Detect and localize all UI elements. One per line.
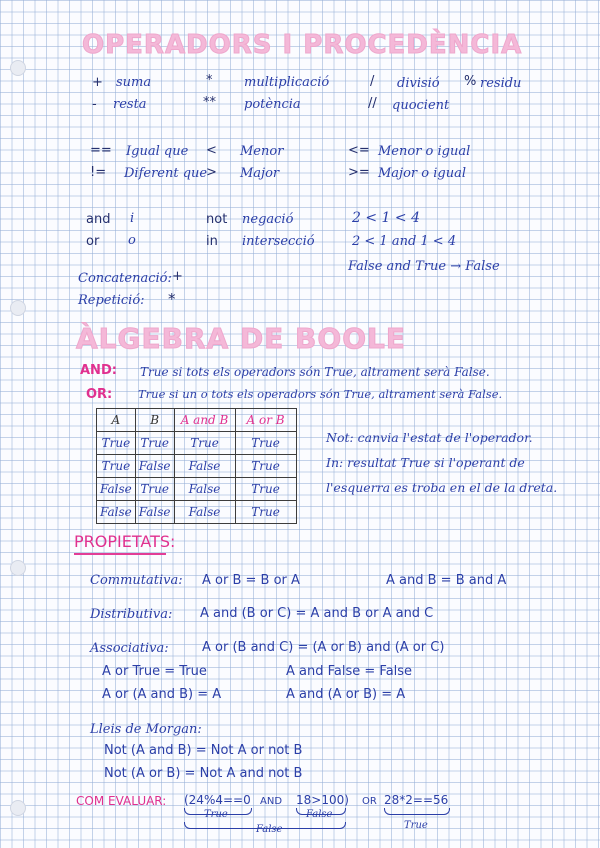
op-symbol: and — [86, 212, 111, 227]
property-label: Distributiva: — [90, 607, 173, 622]
property-formula: A or (B and C) = (A or B) and (A or C) — [202, 640, 445, 655]
op-symbol: + — [92, 75, 103, 90]
table-cell: True — [235, 478, 296, 501]
table-cell: False — [97, 478, 136, 501]
table-cell: True — [135, 478, 174, 501]
op-symbol: == — [90, 143, 112, 158]
table-cell: True — [235, 501, 296, 524]
op-label: i — [130, 211, 135, 226]
op-symbol: <= — [348, 143, 370, 158]
op-label: residu — [480, 76, 522, 91]
table-row — [97, 501, 297, 524]
not-note-line: Not: canvia l'estat de l'operador. — [326, 430, 533, 445]
repeat-symbol: * — [168, 290, 176, 308]
logic-example: 2 < 1 and 1 < 4 — [352, 234, 457, 249]
table-header: B — [135, 409, 174, 432]
section-title-properties: PROPIETATS: — [74, 532, 176, 551]
result-brace — [384, 808, 450, 815]
op-label: intersecció — [242, 234, 315, 249]
not-note-line: l'esquerra es troba en el de la dreta. — [326, 480, 558, 495]
binder-hole — [10, 60, 26, 76]
logic-example: False and True → False — [348, 259, 500, 274]
table-cell: False — [174, 455, 235, 478]
op-label: Menor o igual — [378, 144, 471, 159]
property-label: Commutativa: — [90, 573, 183, 588]
op-symbol: * — [206, 73, 213, 88]
op-symbol: - — [92, 97, 97, 112]
op-symbol: ** — [203, 95, 216, 110]
morgan-law: Not (A and B) = Not A or not B — [104, 743, 303, 758]
op-symbol: not — [206, 212, 228, 227]
op-symbol: % — [464, 74, 477, 89]
table-row — [97, 478, 297, 501]
op-label: Major o igual — [378, 166, 466, 181]
title-underline — [74, 553, 166, 555]
property-example: A or (A and B) = A — [102, 687, 222, 702]
section-title-operators: OPERADORS I PROCEDÈNCIA — [82, 30, 523, 60]
or-definition: True si un o tots els operadors són True, altrament serà False. — [138, 387, 503, 401]
op-symbol: != — [90, 165, 107, 180]
table-cell: False — [135, 455, 174, 478]
op-label: resta — [113, 97, 147, 112]
section-title-boole: ÀLGEBRA DE BOOLE — [76, 322, 406, 355]
table-cell: True — [235, 455, 296, 478]
property-formula: A and B = B and A — [386, 573, 507, 588]
table-cell: True — [135, 432, 174, 455]
morgan-label: Lleis de Morgan: — [90, 722, 202, 737]
table-cell: False — [97, 501, 136, 524]
table-row — [97, 455, 297, 478]
table-cell: False — [135, 501, 174, 524]
evaluate-operator: OR — [362, 796, 377, 807]
repeat-label: Repetició: — [78, 293, 145, 308]
property-label: Associativa: — [90, 641, 169, 656]
table-cell: True — [97, 455, 136, 478]
logic-example: 2 < 1 < 4 — [352, 210, 420, 226]
op-symbol: >= — [348, 165, 370, 180]
binder-hole — [10, 800, 26, 816]
property-example: A and False = False — [286, 664, 413, 679]
table-cell: False — [174, 501, 235, 524]
op-label: divisió — [397, 76, 440, 91]
table-cell: False — [174, 478, 235, 501]
evaluate-label: COM EVALUAR: — [76, 794, 167, 808]
property-example: A or True = True — [102, 664, 207, 679]
and-definition: True si tots els operadors són True, altrament serà False. — [140, 365, 490, 379]
table-header: A or B — [235, 409, 296, 432]
evaluate-result: False — [256, 824, 283, 835]
property-formula: A or B = B or A — [202, 573, 300, 588]
table-cell: True — [235, 432, 296, 455]
op-label: Diferent que — [124, 166, 208, 181]
op-label: negació — [242, 212, 294, 227]
evaluate-result: True — [204, 809, 228, 820]
table-cell: True — [97, 432, 136, 455]
not-note-line: In: resultat True si l'operant de — [326, 455, 525, 470]
property-formula: A and (B or C) = A and B or A and C — [200, 606, 434, 621]
op-label: o — [128, 233, 136, 248]
truth-table — [96, 408, 297, 524]
evaluate-expr: 28*2==56 — [384, 793, 449, 807]
evaluate-expr: 18>100) — [296, 793, 349, 807]
op-label: suma — [116, 75, 152, 90]
op-label: Igual que — [126, 144, 189, 159]
evaluate-result: True — [404, 820, 428, 831]
op-label: quocient — [392, 98, 450, 113]
op-symbol: // — [368, 96, 377, 111]
binder-hole — [10, 560, 26, 576]
op-symbol: < — [206, 143, 217, 158]
evaluate-operator: AND — [260, 796, 283, 807]
evaluate-result: False — [306, 809, 333, 820]
property-example: A and (A or B) = A — [286, 687, 406, 702]
op-symbol: in — [206, 234, 218, 249]
concat-symbol: + — [172, 269, 183, 284]
op-label: potència — [244, 97, 301, 112]
op-symbol: > — [206, 165, 217, 180]
binder-hole — [10, 300, 26, 316]
op-symbol: or — [86, 234, 100, 249]
op-label: Menor — [240, 144, 284, 159]
evaluate-expr: (24%4==0 — [184, 793, 251, 807]
and-key: AND: — [80, 363, 117, 378]
table-cell: True — [174, 432, 235, 455]
concat-label: Concatenació: — [78, 271, 172, 286]
table-header: A — [97, 409, 136, 432]
table-header: A and B — [174, 409, 235, 432]
op-symbol: / — [370, 74, 375, 89]
or-key: OR: — [86, 387, 113, 402]
table-row — [97, 432, 297, 455]
op-label: Major — [240, 166, 280, 181]
morgan-law: Not (A or B) = Not A and not B — [104, 766, 303, 781]
op-label: multiplicació — [244, 75, 330, 90]
